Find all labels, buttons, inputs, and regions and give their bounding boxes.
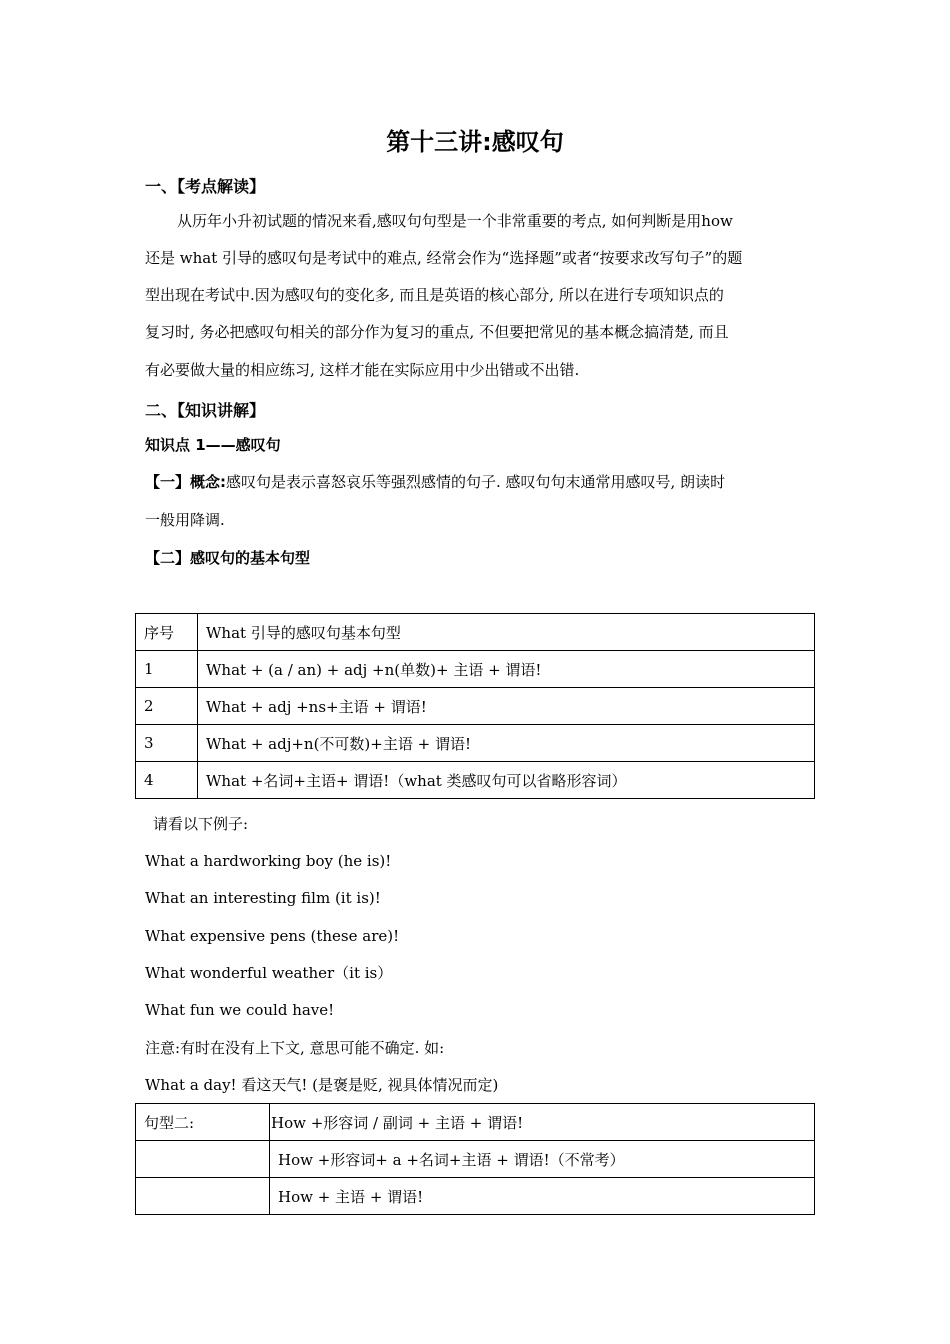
concept-line (145, 472, 725, 492)
table-header-row (136, 614, 815, 651)
table-cell: 4 (136, 762, 198, 799)
table-row (136, 1104, 815, 1141)
paragraph-line: 型出现在考试中.因为感叹句的变化多, 而且是英语的核心部分, 所以在进行专项知识点的 (145, 286, 724, 304)
table-row (136, 1178, 815, 1215)
table-row (136, 688, 815, 725)
paragraph-line: 从历年小升初试题的情况来看,感叹句句型是一个非常重要的考点, 如何判断是用how (177, 212, 733, 230)
page-title: 第十三讲:感叹句 (386, 128, 564, 156)
concept-label: 【一】概念: (145, 473, 226, 491)
section-heading-1: 一、【考点解读】 (145, 177, 266, 196)
paragraph-line: 复习时, 务必把感叹句相关的部分作为复习的重点, 不但要把常见的基本概念搞清楚, 而且 (145, 323, 729, 341)
table-cell: 句型二: (136, 1104, 270, 1141)
table-cell: What + adj +ns+主语 + 谓语! (198, 688, 815, 725)
section-heading-2: 二、【知识讲解】 (145, 401, 266, 420)
table-cell: 2 (136, 688, 198, 725)
paragraph-line: 有必要做大量的相应练习, 这样才能在实际应用中少出错或不出错. (145, 361, 580, 379)
table-cell: 1 (136, 651, 198, 688)
table-cell: What + (a / an) + adj +n(单数)+ 主语 + 谓语! (198, 651, 815, 688)
how-pattern-table (135, 1103, 815, 1215)
table-row (136, 725, 815, 762)
table-cell: What + adj+n(不可数)+主语 + 谓语! (198, 725, 815, 762)
table-cell: What 引导的感叹句基本句型 (198, 614, 815, 651)
example-item: What fun we could have! (145, 1001, 335, 1019)
table-cell: How + 主语 + 谓语! (270, 1178, 815, 1215)
table-cell: What +名词+主语+ 谓语!（what 类感叹句可以省略形容词） (198, 762, 815, 799)
note-example: What a day! 看这天气! (是褒是贬, 视具体情况而定) (145, 1076, 499, 1094)
table-cell: 序号 (136, 614, 198, 651)
example-item: What a hardworking boy (he is)! (145, 852, 392, 870)
knowledge-point-title: 知识点 1——感叹句 (145, 436, 281, 454)
what-pattern-table (135, 613, 815, 799)
table-cell: 3 (136, 725, 198, 762)
pattern-heading: 【二】感叹句的基本句型 (145, 549, 311, 567)
table-row (136, 651, 815, 688)
table-row (136, 1141, 815, 1178)
table-cell (136, 1141, 270, 1178)
example-item: What wonderful weather（it is） (145, 964, 393, 982)
note-text: 注意:有时在没有上下文, 意思可能不确定. 如: (145, 1039, 445, 1057)
table-row (136, 762, 815, 799)
table-cell (136, 1178, 270, 1215)
examples-intro: 请看以下例子: (153, 815, 249, 833)
concept-line-2: 一般用降调. (145, 511, 225, 529)
example-item: What an interesting film (it is)! (145, 889, 381, 907)
example-item: What expensive pens (these are)! (145, 927, 400, 945)
table-cell: How +形容词 / 副词 + 主语 + 谓语! (270, 1104, 815, 1141)
concept-text: 感叹句是表示喜怒哀乐等强烈感情的句子. 感叹句句末通常用感叹号, 朗读时 (226, 473, 726, 491)
paragraph-line: 还是 what 引导的感叹句是考试中的难点, 经常会作为“选择题”或者“按要求改写句子”的题 (145, 249, 743, 267)
table-cell: How +形容词+ a +名词+主语 + 谓语!（不常考） (270, 1141, 815, 1178)
